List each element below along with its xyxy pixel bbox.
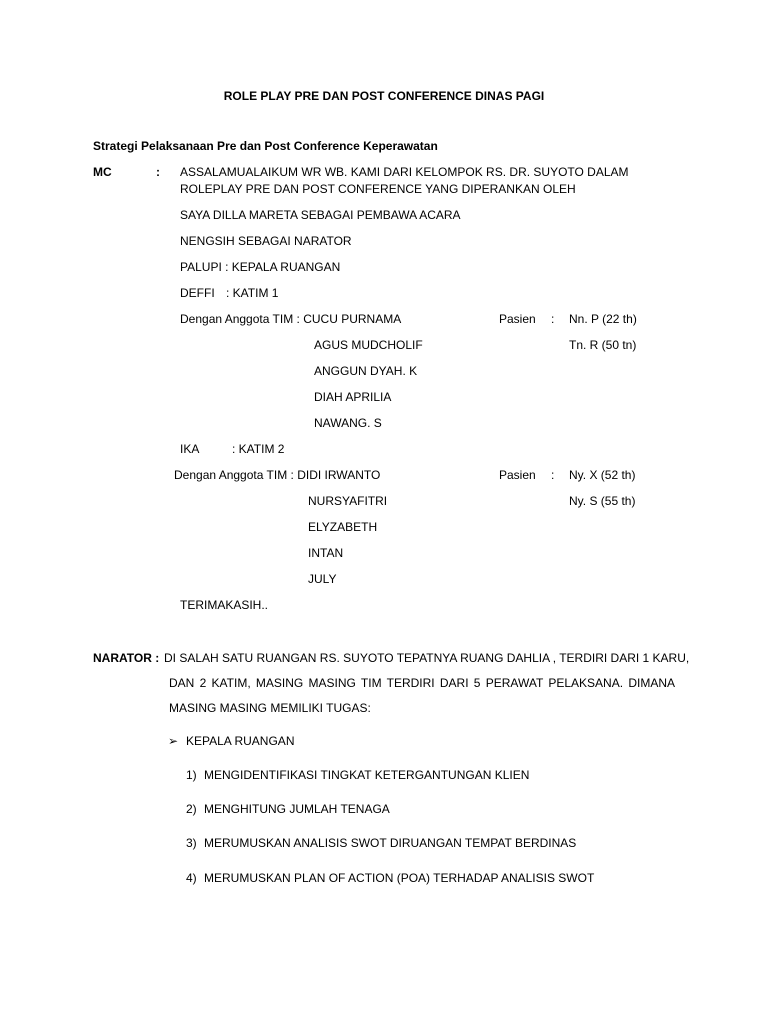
team2-patient-label: Pasien <box>499 468 536 482</box>
task-number: 4) <box>186 871 197 885</box>
task-number: 2) <box>186 802 197 816</box>
team2-member: JULY <box>308 572 337 586</box>
katim2-role: : KATIM 2 <box>232 442 285 456</box>
mc-closing: TERIMAKASIH.. <box>180 598 269 612</box>
mc-colon: : <box>156 165 160 179</box>
narrator-line-2: DAN 2 KATIM, MASING MASING TIM TERDIRI DARI 5 PERAWAT PELAKSANA. DIMANA <box>169 676 675 690</box>
katim1-name: DEFFI <box>180 286 215 300</box>
team1-label: Dengan Anggota TIM : CUCU PURNAMA <box>180 312 402 326</box>
team1-patient-colon: : <box>551 312 555 326</box>
team1-member: NAWANG. S <box>314 416 382 430</box>
mc-intro-line-1: ASSALAMUALAIKUM WR WB. KAMI DARI KELOMPOK RS. DR. SUYOTO DALAM <box>180 165 629 179</box>
team2-patient: Ny. X (52 th) <box>569 468 636 482</box>
narrator-line-1: DI SALAH SATU RUANGAN RS. SUYOTO TEPATNYA RUANG DAHLIA , TERDIRI DARI 1 KARU, <box>164 651 690 665</box>
katim1-role: : KATIM 1 <box>226 286 279 300</box>
team2-member: INTAN <box>308 546 344 560</box>
bullet-label: KEPALA RUANGAN <box>186 734 295 748</box>
team2-patient: Ny. S (55 th) <box>569 494 636 508</box>
team1-member: AGUS MUDCHOLIF <box>314 338 423 352</box>
task-number: 1) <box>186 768 197 782</box>
team1-member: DIAH APRILIA <box>314 390 392 404</box>
document-title: ROLE PLAY PRE DAN POST CONFERENCE DINAS PAGI <box>223 89 545 103</box>
narrator-line-3: MASING MASING MEMILIKI TUGAS: <box>169 701 371 715</box>
task-number: 3) <box>186 836 197 850</box>
task-text: MENGHITUNG JUMLAH TENAGA <box>204 802 390 816</box>
narrator-label: NARATOR : <box>93 651 160 665</box>
mc-label: MC <box>93 165 112 179</box>
team2-label: Dengan Anggota TIM : DIDI IRWANTO <box>174 468 381 482</box>
mc-line-head-nurse: PALUPI : KEPALA RUANGAN <box>180 260 341 274</box>
team1-patient: Tn. R (50 tn) <box>569 338 637 352</box>
task-text: MERUMUSKAN PLAN OF ACTION (POA) TERHADAP ANALISIS SWOT <box>204 871 595 885</box>
arrow-bullet-icon: ➢ <box>168 734 179 748</box>
mc-intro-line-2: ROLEPLAY PRE DAN POST CONFERENCE YANG DIPERANKAN OLEH <box>180 182 576 196</box>
mc-line-narrator: NENGSIH SEBAGAI NARATOR <box>180 234 352 248</box>
team1-member: ANGGUN DYAH. K <box>314 364 418 378</box>
team2-member: NURSYAFITRI <box>308 494 388 508</box>
katim2-name: IKA <box>180 442 200 456</box>
document-subtitle: Strategi Pelaksanaan Pre dan Post Conference Keperawatan <box>93 139 438 153</box>
mc-line-host: SAYA DILLA MARETA SEBAGAI PEMBAWA ACARA <box>180 208 461 222</box>
team1-patient: Nn. P (22 th) <box>569 312 637 326</box>
task-text: MENGIDENTIFIKASI TINGKAT KETERGANTUNGAN KLIEN <box>204 768 530 782</box>
task-text: MERUMUSKAN ANALISIS SWOT DIRUANGAN TEMPAT BERDINAS <box>204 836 577 850</box>
team1-patient-label: Pasien <box>499 312 536 326</box>
team2-patient-colon: : <box>551 468 555 482</box>
team2-member: ELYZABETH <box>308 520 378 534</box>
